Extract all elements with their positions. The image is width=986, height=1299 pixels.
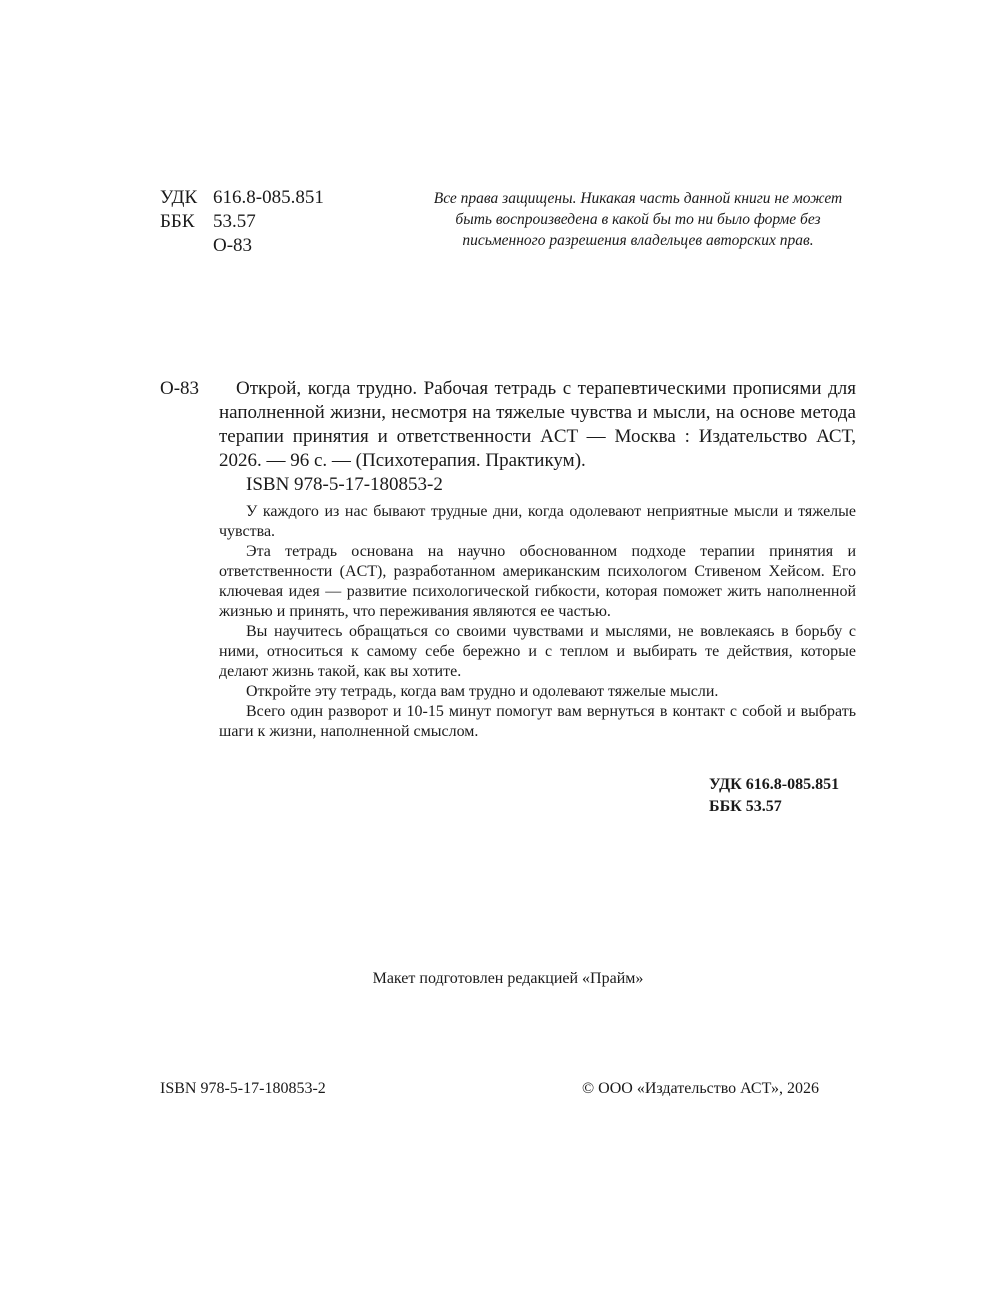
bbk-label: ББК (160, 211, 195, 232)
udk-value: 616.8-085.851 (213, 187, 324, 208)
layout-note: Макет подготовлен редакцией «Прайм» (372, 970, 644, 987)
annotation-paragraph: Откройте эту тетрадь, когда вам трудно и одолевают тяжелые мысли. (246, 683, 719, 700)
author-sign-row (160, 234, 324, 258)
annotation-paragraph: У каждого из нас бывают трудные дни, когда одолевают неприятные мысли и тяжелые чувства. (219, 503, 856, 540)
bbk-value: 53.57 (213, 211, 256, 232)
rights-notice: Все права защищены. Никакая часть данной книги не может быть воспроизведена в какой бы то ни было форме без письменного разрешения владельцев авторских прав. (433, 190, 843, 249)
annotation-paragraph: Вы научитесь обращаться со своими чувствами и мыслями, не вовлекаясь в борьбу с ними, относиться к самому себе бережно и с теплом и выбирать те действия, которые делают жизнь такой, как вы хотите. (219, 623, 856, 680)
footer-copyright: © ООО «Издательство АСТ», 2026 (582, 1080, 819, 1097)
bibliographic-description: Открой, когда трудно. Рабочая тетрадь с терапевтическими прописями для наполненной жизни, несмотря на тяжелые чувства и мысли, на основе метода терапии принятия и ответственности ACT — Москва : Издательство АСТ, 2026. — 96 с. — (Психотерапия. Практикум). (219, 378, 856, 471)
bbk-row (160, 210, 324, 234)
author-sign: О-83 (160, 378, 200, 399)
udk-index: УДК 616.8-085.851 (709, 776, 840, 793)
annotation-paragraph: Всего один разворот и 10-15 минут помогут вам вернуться в контакт с собой и выбрать шаги к жизни, наполненной смыслом. (219, 703, 856, 740)
annotation (219, 502, 856, 742)
author-sign-top: О-83 (213, 235, 253, 256)
indices-block (709, 774, 839, 818)
bbk-index: ББК 53.57 (709, 798, 782, 815)
footer-isbn: ISBN 978-5-17-180853-2 (160, 1080, 326, 1097)
layout-note-row (0, 968, 986, 990)
udk-label: УДК (160, 187, 198, 208)
annotation-paragraph: Эта тетрадь основана на научно обоснованном подходе терапии принятия и ответственности (ACT), разработанном американским психологом Стивеном Хейсом. Его ключевая идея — развитие психологической гибкости, которая поможет жить наполненной жизнью и принять, что переживания являются ее частью. (219, 543, 856, 620)
isbn-main: ISBN 978-5-17-180853-2 (246, 474, 443, 495)
udk-row (160, 186, 324, 210)
classification-block (160, 186, 324, 258)
